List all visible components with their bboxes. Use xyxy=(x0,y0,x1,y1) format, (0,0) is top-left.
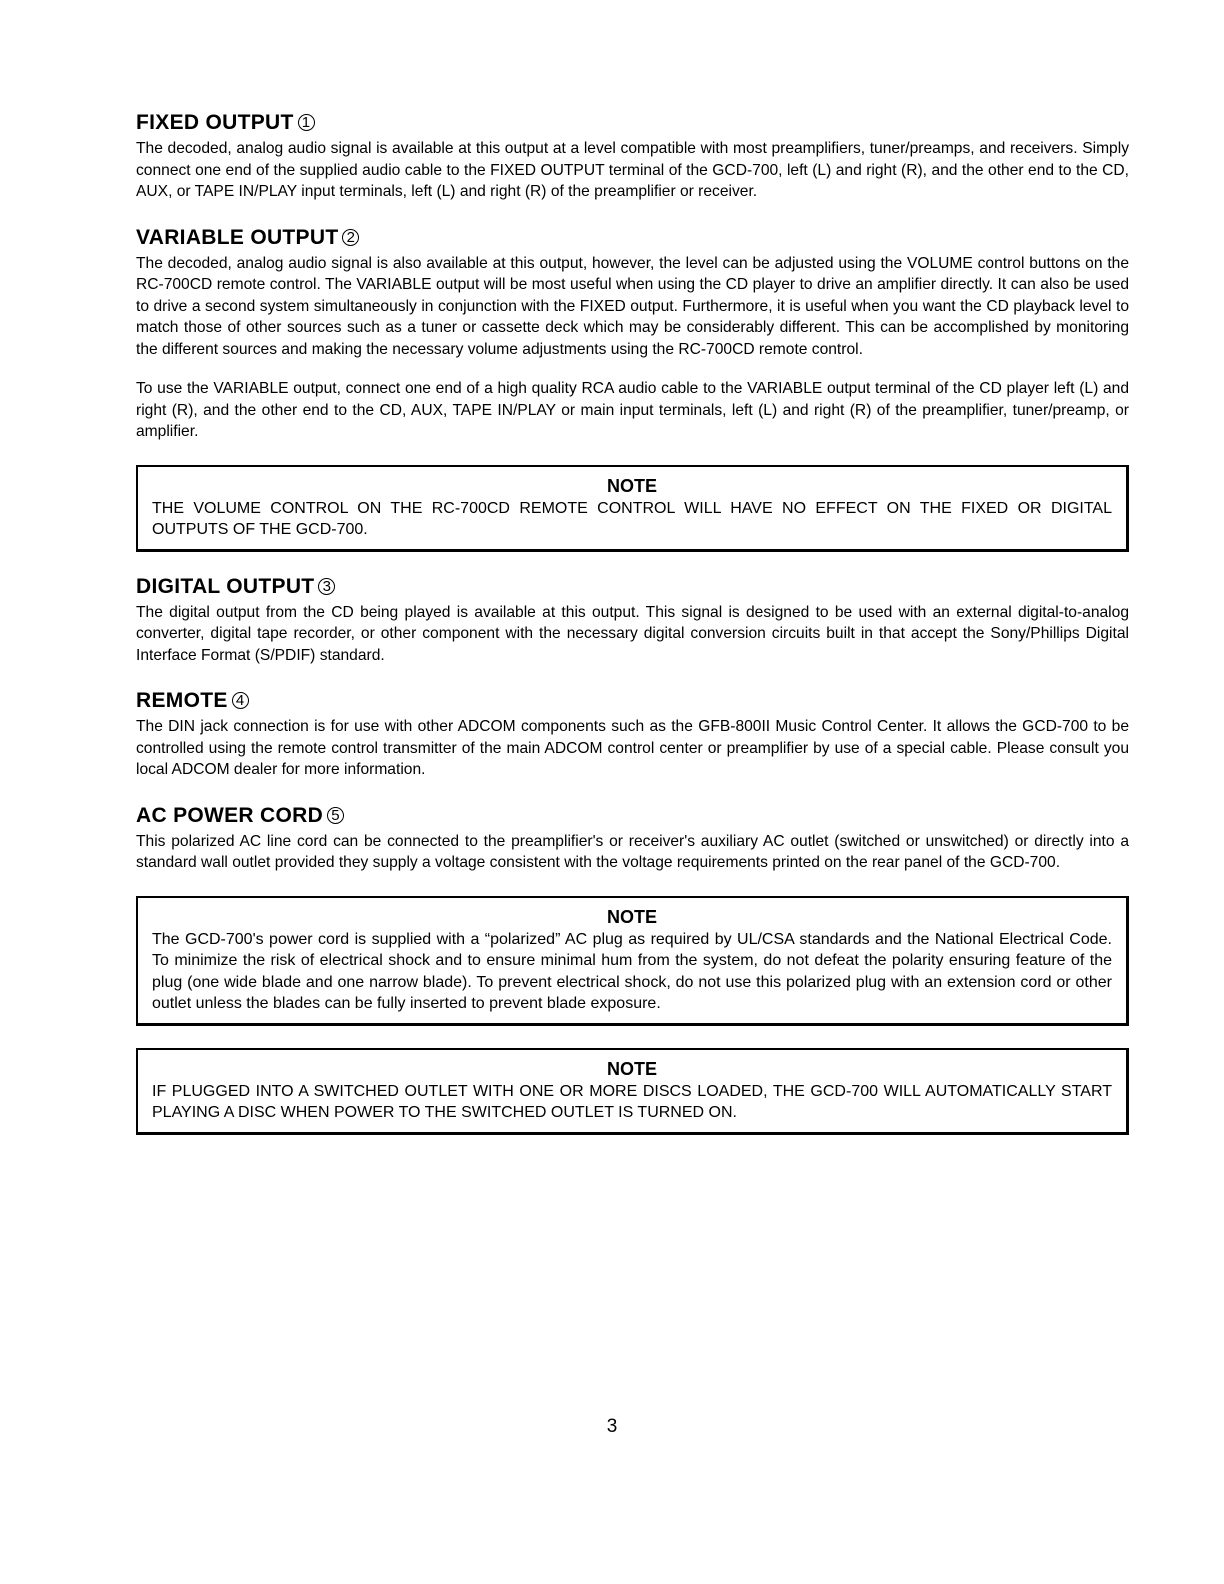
callout-number-icon: 4 xyxy=(232,692,249,709)
page-number: 3 xyxy=(606,1416,618,1437)
section-title: DIGITAL OUTPUT xyxy=(136,574,315,598)
note-title: NOTE xyxy=(606,906,657,927)
section-paragraph: To use the VARIABLE output, connect one end of a high quality RCA audio cable to the VARIABLE output terminal of the CD player left (L) and right (R), and the other end to the CD, AUX, TAPE IN/PLAY or main input terminals, left (L) and right (R) of the preamplifier, tuner/preamp, or amplifier. xyxy=(136,380,1129,440)
note-box-polarized-plug xyxy=(136,896,1129,1026)
section-remote xyxy=(136,688,1129,781)
section-heading xyxy=(136,688,1129,714)
section-title: AC POWER CORD xyxy=(136,803,324,827)
manual-page xyxy=(136,110,1129,1157)
note-text: The GCD-700's power cord is supplied with a “polarized” AC plug as required by UL/CSA standards and the National Electrical Code. To minimize the risk of electrical shock and to ensure minimal hum from the system, do not defeat the polarity ensuring feature of the plug (one wide blade and one narrow blade). To prevent electrical shock, do not use this polarized plug with an extension cord or other outlet unless the blades can be fully inserted to prevent blade exposure. xyxy=(152,930,1112,1012)
section-paragraph: The DIN jack connection is for use with other ADCOM components such as the GFB-800II Music Control Center. It allows the GCD-700 to be controlled using the remote control transmitter of the main ADCOM control center or preamplifier by use of a special cable. Please consult you local ADCOM dealer for more information. xyxy=(136,718,1129,778)
section-paragraph: This polarized AC line cord can be connected to the preamplifier's or receiver's auxiliary AC outlet (switched or unswitched) or directly into a standard wall outlet provided they supply a voltage consistent with the voltage requirements printed on the rear panel of the GCD-700. xyxy=(136,832,1129,871)
section-paragraph: The digital output from the CD being played is available at this output. This signal is designed to be used with an external digital-to-analog converter, digital tape recorder, or other component with the necessary digital conversion circuits built in that accept the Sony/Phillips Digital Interface Format (S/PDIF) standard. xyxy=(136,603,1129,664)
section-heading xyxy=(136,110,1129,136)
section-fixed-output xyxy=(136,110,1129,203)
note-title: NOTE xyxy=(606,1058,657,1079)
callout-number-icon: 5 xyxy=(327,807,344,824)
callout-number-icon: 2 xyxy=(342,229,359,246)
callout-number-icon: 1 xyxy=(298,114,315,131)
section-title: REMOTE xyxy=(136,689,228,712)
section-heading xyxy=(136,574,1129,600)
section-heading xyxy=(136,803,1129,829)
note-box-switched-outlet xyxy=(136,1048,1129,1135)
section-heading xyxy=(136,225,1129,251)
note-title: NOTE xyxy=(606,475,657,496)
section-variable-output xyxy=(136,225,1129,443)
section-digital-output xyxy=(136,574,1129,667)
note-box-volume xyxy=(136,465,1129,552)
section-paragraph: The decoded, analog audio signal is also available at this output, however, the level can be adjusted using the VOLUME control buttons on the RC-700CD remote control. The VARIABLE output will be most useful when using the CD player to drive an amplifier directly. It can also be used to drive a second system simultaneously in conjunction with the FIXED output. Furthermore, it is useful when you want the CD playback level to match those of other sources such as a tuner or cassette deck which may be considerably different. This can be accomplished by monitoring the different sources and making the necessary volume adjustments using the RC-700CD remote control. xyxy=(136,254,1129,358)
section-title: FIXED OUTPUT xyxy=(136,111,294,134)
note-text: IF PLUGGED INTO A SWITCHED OUTLET WITH ONE OR MORE DISCS LOADED, THE GCD-700 WILL AUTOMATICALLY START PLAYING A DISC WHEN POWER TO THE SWITCHED OUTLET IS TURNED ON. xyxy=(152,1082,1112,1121)
note-text: THE VOLUME CONTROL ON THE RC-700CD REMOTE CONTROL WILL HAVE NO EFFECT ON THE FIXED OR DIGITAL OUTPUTS OF THE GCD-700. xyxy=(152,499,1112,538)
section-title: VARIABLE OUTPUT xyxy=(136,225,339,249)
section-paragraph: The decoded, analog audio signal is available at this output at a level compatible with most preamplifiers, tuner/preamps, and receivers. Simply connect one end of the supplied audio cable to the FIXED OUTPUT terminal of the GCD-700, left (L) and right (R), and the other end to the CD, AUX, or TAPE IN/PLAY input terminals, left (L) and right (R) of the preamplifier or receiver. xyxy=(136,140,1129,200)
section-ac-power-cord xyxy=(136,803,1129,874)
callout-number-icon: 3 xyxy=(318,578,335,595)
